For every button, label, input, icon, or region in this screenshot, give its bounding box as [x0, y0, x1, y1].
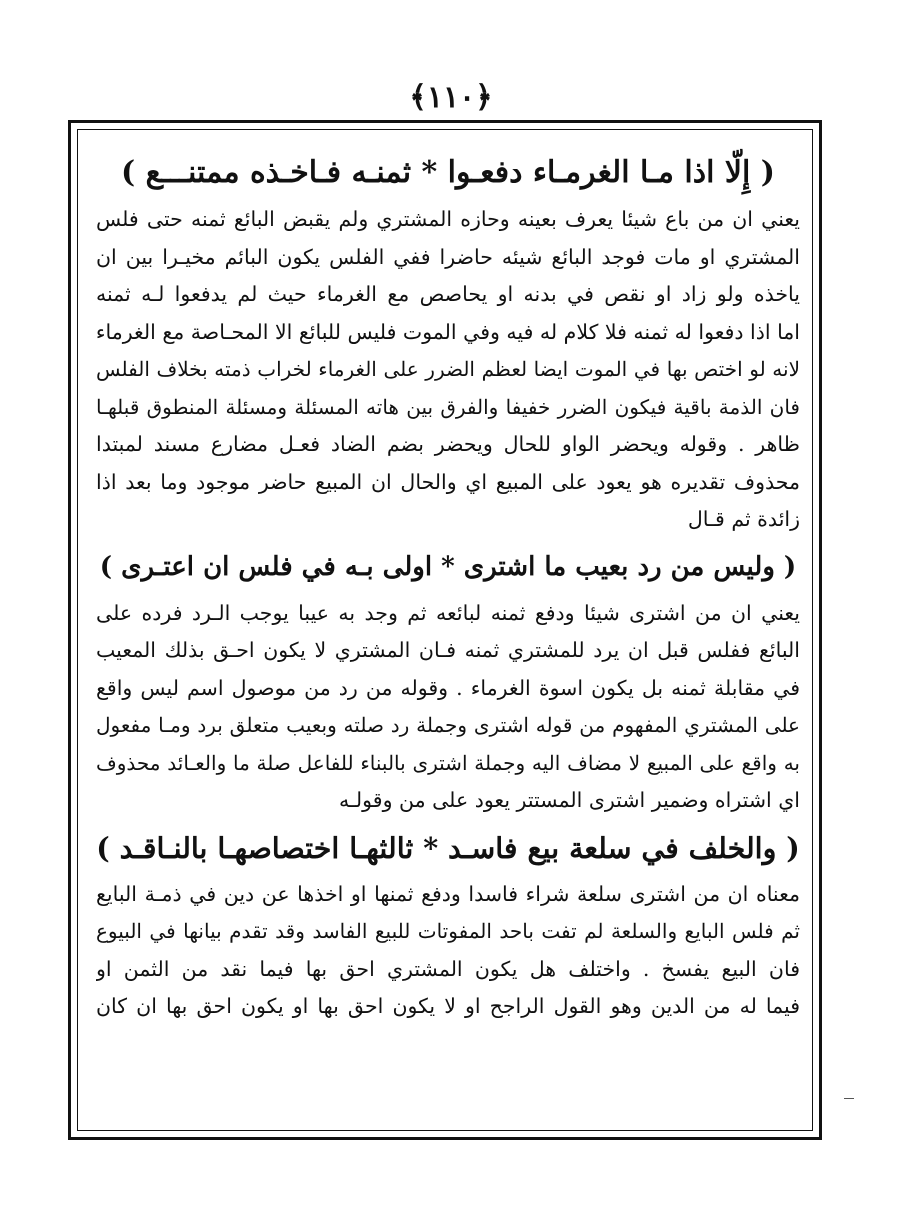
text-line: زائدة ثم قـال [687, 507, 800, 531]
text-line: اي اشتراه وضمير اشترى المستتر يعود على من وقولـه [338, 788, 800, 812]
text-line: ياخذه ولو زاد او نقص في بدنه او يحاصص مع الغرماء حيث لم يدفعوا لـه ثمنه [96, 282, 800, 306]
scan-mark [844, 1098, 854, 1099]
text-line: يعني ان من اشترى شيئا ودفع ثمنه لبائعه ثم وجد به عيبا يوجب الـرد فرده على [96, 600, 800, 625]
verse-heading: ( إِلّا اذا مـا الغرمـاء دفعـوا * ثمنـه فـاخـذه ممتنـــع ) [121, 155, 775, 190]
text-line: محذوف تقديره هو يعود على المبيع اي والحال ان المبيع حاضر موجود وما بعد اذا [96, 469, 800, 494]
text-line: به واقع على المبيع لا مضاف اليه وجملة اشترى بالبناء للفاعل صلة ما والعـائد محذوف [96, 750, 800, 775]
text-line: ثم فلس البايع والسلعة لم تفت باحد المفوتات للبيع الفاسد وقد تقدم بيانها في البيوع [96, 919, 800, 943]
text-line: في مقابلة ثمنه بل يكون اسوة الغرماء . وقوله من رد من موصول اسم ليس واقع [96, 675, 800, 700]
page-number: ﴿١١٠﴾ [409, 80, 493, 115]
text-line: لانه لو اختص بها في الموت ايضا لعظم الضرر على الغرماء لخراب ذمته بخلاف الفلس [96, 357, 800, 381]
text-line: فان الذمة باقية فيكون الضرر خفيفا والفرق بين هاته المسئلة ومسئلة المنطوق قبلهـا [96, 394, 800, 419]
text-line: فيما له من الدين وهو القول الراجح او لا يكون احق بها او يكون احق بها ان كان [96, 994, 800, 1018]
text-line: المشتري او مات فوجد البائع شيئه حاضرا ففي الفلس يكون البائم مخيـرا بين ان [96, 244, 800, 269]
verse-heading: ( وليس من رد بعيب ما اشترى * اولى بـه في فلس ان اعتـرى ) [99, 551, 797, 582]
text-line: اما اذا دفعوا له ثمنه فلا كلام له فيه وفي الموت فليس للبائع الا المحـاصة مع الغرماء [96, 319, 800, 344]
text-line: ظاهر . وقوله ويحضر الواو للحال ويحضر بضم الضاد فعـل مضارع مسند لمبتدا [96, 432, 800, 456]
page-body [96, 145, 800, 1026]
text-line: البائع ففلس قبل ان يرد للمشتري ثمنه فـان المشتري لا يكون احـق بذلك المعيب [96, 638, 800, 662]
text-line: يعني ان من باع شيئا يعرف بعينه وحازه المشتري ولم يقبض البائع ثمنه حتى فلس [96, 207, 800, 231]
verse-heading: ( والخلف في سلعة بيع فاسـد * ثالثهـا اختصاصهـا بالنـاقـد ) [96, 830, 800, 865]
text-line: فان البيع يفسخ . واختلف هل يكون المشتري احق بها فيما نقد من الثمن او [96, 956, 800, 981]
text-line: على المشتري المفهوم من قوله اشترى وجملة رد صلته وبعيب متعلق برد ومـا مفعول [96, 713, 800, 737]
text-line: معناه ان من اشترى سلعة شراء فاسدا ودفع ثمنها او اخذها عن دين في ذمـة البايع [96, 881, 800, 906]
